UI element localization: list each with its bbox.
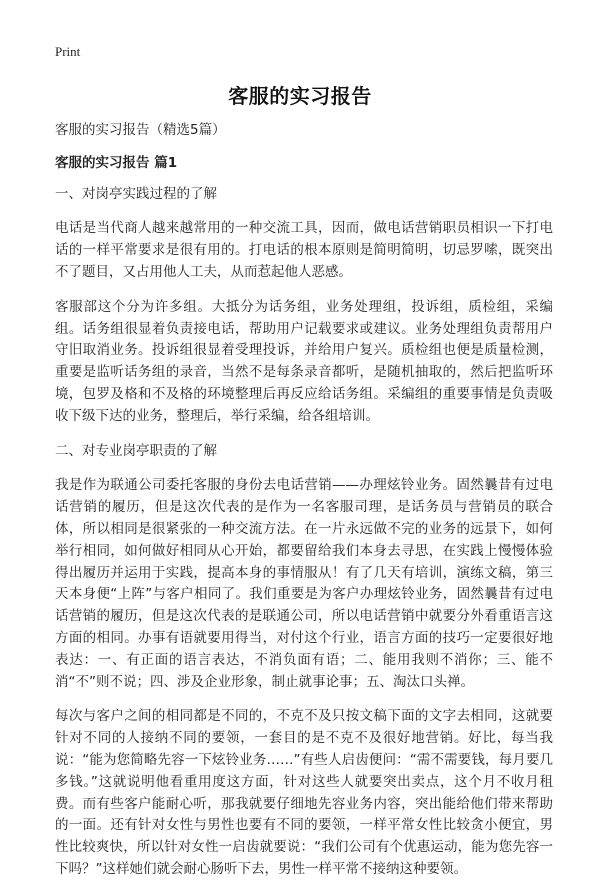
paragraph-4: 每次与客户之间的相同都是不同的，不克不及只按文稿下面的文字去相同，这就要针对不同的人接纳不同的要领，一套目的是不克不及很好地营销。好比，每当我说：“能为您简略先容一下炫铃业务……”有些人启齿便问：“需不需要钱，每月要几多钱。”这就说明他看重用度这方面，针对这些人就要突出卖点，这个月不收月租费。而有些客户能耐心听，那我就要仔细地先容业务内容，突出能给他们带来帮助的一面。还有针对女性与男性也要有不同的要领，一样平常女性比较贪小便宜，男性比较爽快，所以针对女性一启齿就要说：“我们公司有个优惠运动，能为您先容一下吗？”这样她们就会耐心肠听下去，男性一样平常不接纳这种要领。 — [55, 708, 553, 877]
section-title: 客服的实习报告 篇1 — [55, 154, 178, 171]
paragraph-2: 客服部这个分为许多组。大抵分为话务组，业务处理组，投诉组，质检组，采编组。话务组很显着负责接电话，帮助用户记载要求或建议。业务处理组负责帮用户守旧取消业务。投诉组很显着受理投诉，并给用户复兴。质检组也便是质量检测，重要是监听话务组的录音，当然不是每条录音都听，是随机抽取的，然后把监听环境，包罗及格和不及格的环境整理后再反应给话务组。采编组的重要事情是负责吸收下级下达的业务，整理后，举行采编，给各组培训。 — [55, 298, 553, 424]
paragraph-1: 电话是当代商人越来越常用的一种交流工具，因而，做电话营销职员相识一下打电话的一样平常要求是很有用的。打电话的根本原则是简明简明，切忌罗嗦，既突出不了题目，又占用他人工夫，从而惹起他人恶感。 — [55, 220, 553, 280]
print-label: Print — [55, 44, 81, 59]
heading-job-duties: 二、对专业岗亭职责的了解 — [55, 442, 217, 459]
heading-practice-process: 一、对岗亭实践过程的了解 — [55, 185, 217, 202]
document-title: 客服的实习报告 — [228, 84, 372, 108]
document-body — [55, 120, 553, 894]
document-subtitle: 客服的实习报告（精选5篇） — [55, 122, 226, 138]
paragraph-3: 我是作为联通公司委托客服的身份去电话营销——办理炫铃业务。固然曩昔有过电话营销的履历，但是这次代表的是作为一名客服司理，是话务员与营销员的联合体，所以相同是很紧张的一种交流方法。在一片永远做不完的业务的远景下，如何举行相同，如何做好相同从心开始，都要留给我们本身去寻思，在实践上慢慢体验得出履历并运用于实践，提高本身的事情服从！有了几天有培训，演练文稿，第三天本身便“上阵”与客户相同了。我们重要是为客户办理炫铃业务，固然曩昔有过电话营销的履历，但是这次代表的是联通公司，所以电话营销中就要分外看重语言这方面的相同。办事有语就要用得当，对付这个行业，语言方面的技巧一定要很好地表达：一、有正面的语言表达，不消负面有语；二、能用我则不消你；三、能不消“不”则不说；四、涉及企业形象，制止就事论事；五、淘汰口头禅。 — [55, 477, 553, 690]
